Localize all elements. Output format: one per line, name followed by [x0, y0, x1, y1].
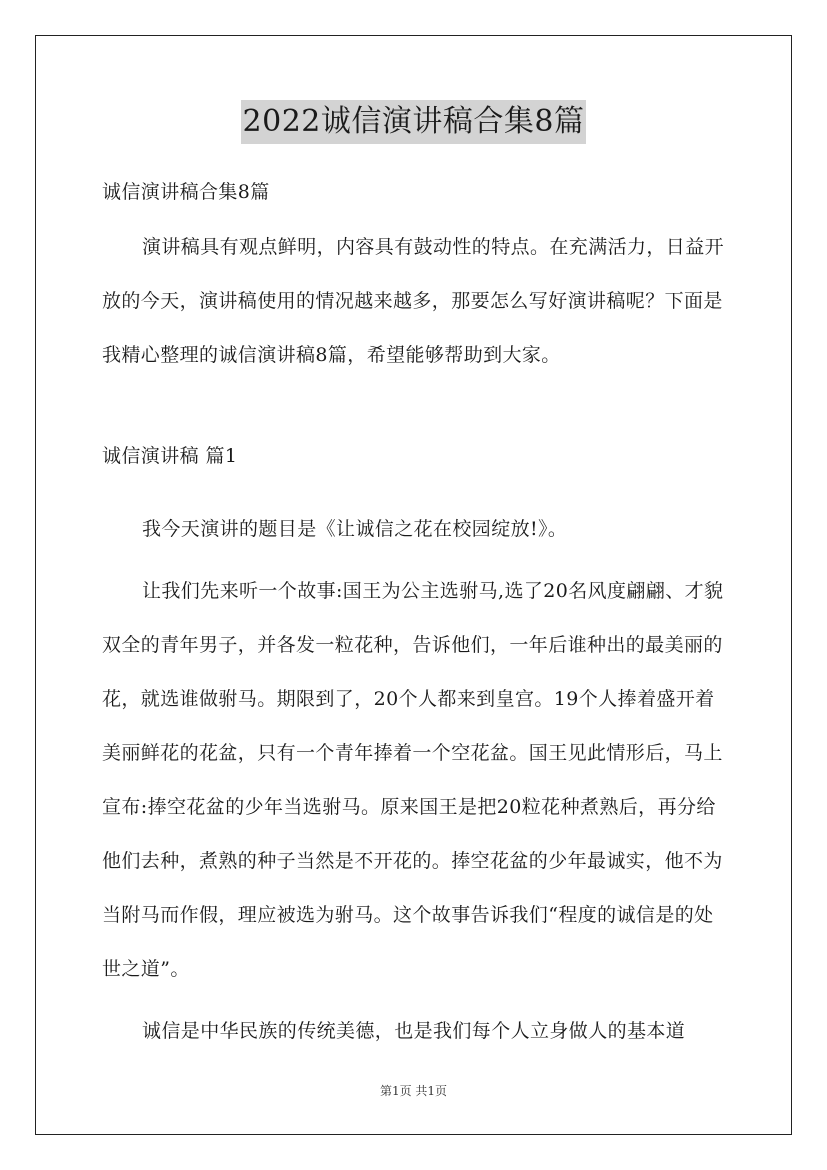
document-title: 2022诚信演讲稿合集8篇 — [241, 100, 587, 144]
section-heading: 诚信演讲稿 篇1 — [102, 445, 238, 467]
body-paragraph-1: 我今天演讲的题目是《让诚信之花在校园绽放!》。 — [142, 518, 568, 540]
document-subtitle: 诚信演讲稿合集8篇 — [102, 181, 270, 203]
body-paragraph-2: 让我们先来听一个故事:国王为公主选驸马,选了20名风度翩翩、才貌双全的青年男子，并各发一粒花种，告诉他们，一年后谁种出的最美丽的花，就选谁做驸马。期限到了，20个人都来到皇宫。19个人捧着盛开着美丽鲜花的花盆，只有一个青年捧着一个空花盆。国王见此情形后，马上宣布:捧空花盆的少年当选驸马。原来国王是把20粒花种煮熟后，再分给他们去种，煮熟的种子当然是不开花的。捧空花盆的少年最诚实，他不为当附马而作假，理应被选为驸马。这个故事告诉我们“程度的诚信是的处世之道”。 — [102, 580, 724, 980]
intro-paragraph: 演讲稿具有观点鲜明，内容具有鼓动性的特点。在充满活力，日益开放的今天，演讲稿使用的情况越来越多，那要怎么写好演讲稿呢？下面是我精心整理的诚信演讲稿8篇，希望能够帮助到大家。 — [102, 236, 725, 366]
page-number: 第1页 共1页 — [379, 1084, 448, 1098]
document-body — [102, 172, 728, 1058]
title-container — [0, 100, 827, 144]
body-paragraph-3: 诚信是中华民族的传统美德，也是我们每个人立身做人的基本道 — [142, 1020, 686, 1042]
page-footer — [0, 1082, 827, 1099]
